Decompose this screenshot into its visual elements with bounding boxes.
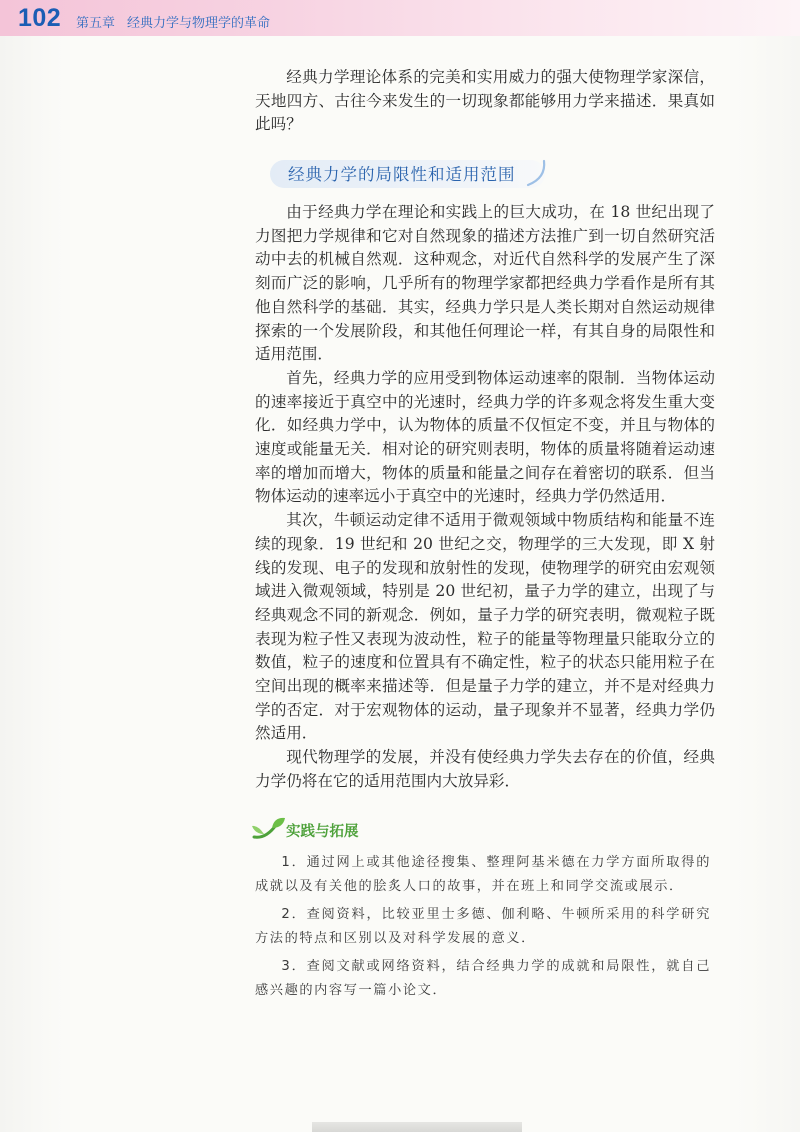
practice-item-3: 3．查阅文献或网络资料，结合经典力学的成就和局限性，就自己感兴趣的内容写一篇小论文． xyxy=(255,959,711,998)
body-paragraph-1: 由于经典力学在理论和实践上的巨大成功，在 18 世纪出现了力图把力学规律和它对自然现象的描述方法推广到一切自然研究活动中去的机械自然观．这种观念，对近代自然科学的发展产生了深刻而广泛的影响，几乎所有的物理学家都把经典力学看作是所有其他自然科学的基础．其实，经典力学只是人类长期对自然运动规律探索的一个发展阶段，和其他任何理论一样，有其自身的局限性和适用范围． xyxy=(255,203,715,364)
body-paragraph-3: 其次，牛顿运动定律不适用于微观领域中物质结构和能量不连续的现象．19 世纪和 20 世纪之交，物理学的三大发现，即 X 射线的发现、电子的发现和放射性的发现，使物理学的研究由宏观领域进入微观领域，特别是 20 世纪初，量子力学的建立，出现了与经典观念不同的新观念．例如，量子力学的研究表明，微观粒子既表现为粒子性又表现为波动性，粒子的能量等物理量只能取分立的数值，粒子的速度和位置具有不确定性，粒子的状态只能用粒子在空间出现的概率来描述等．但是量子力学的建立，并不是对经典力学的否定．对于宏观物体的运动，量子现象并不显著，经典力学仍然适用． xyxy=(255,511,715,743)
body-paragraph-2: 首先，经典力学的应用受到物体运动速率的限制．当物体运动的速率接近于真空中的光速时，经典力学的许多观念将发生重大变化．如经典力学中，认为物体的质量不仅恒定不变，并且与物体的速度或能量无关．相对论的研究则表明，物体的质量将随着运动速率的增加而增大，物体的质量和能量之间存在着密切的联系．但当物体运动的速率远小于真空中的光速时，经典力学仍然适用． xyxy=(255,368,715,506)
practice-item-1: 1．通过网上或其他途径搜集、整理阿基米德在力学方面所取得的成就以及有关他的脍炙人口的故事，并在班上和同学交流或展示． xyxy=(255,855,711,894)
page-number: 102 xyxy=(18,4,62,32)
practice-item-2: 2．查阅资料，比较亚里士多德、伽利略、牛顿所采用的科学研究方法的特点和区别以及对科学发展的意义． xyxy=(255,907,711,946)
practice-heading xyxy=(250,815,450,845)
intro-text: 经典力学理论体系的完美和实用威力的强大使物理学家深信，天地四方、古往今来发生的一切现象都能够用力学来描述．果真如此吗？ xyxy=(255,68,715,134)
intro-paragraph xyxy=(255,66,715,137)
body-paragraph-4: 现代物理学的发展，并没有使经典力学失去存在的价值，经典力学仍将在它的适用范围内大放异彩． xyxy=(255,748,715,790)
section-heading xyxy=(270,156,560,190)
chapter-heading xyxy=(76,12,270,31)
section-title: 经典力学的局限性和适用范围 xyxy=(288,165,516,184)
practice-list xyxy=(255,851,711,1007)
leaf-sprout-icon xyxy=(250,815,288,845)
chapter-title: 经典力学与物理学的革命 xyxy=(127,16,271,31)
chapter-label: 第五章 xyxy=(76,16,116,31)
practice-title: 实践与拓展 xyxy=(286,824,359,840)
page-header xyxy=(0,0,800,36)
arc-icon xyxy=(522,158,552,188)
body-text xyxy=(255,201,715,794)
page-bottom-edge xyxy=(312,1122,522,1132)
